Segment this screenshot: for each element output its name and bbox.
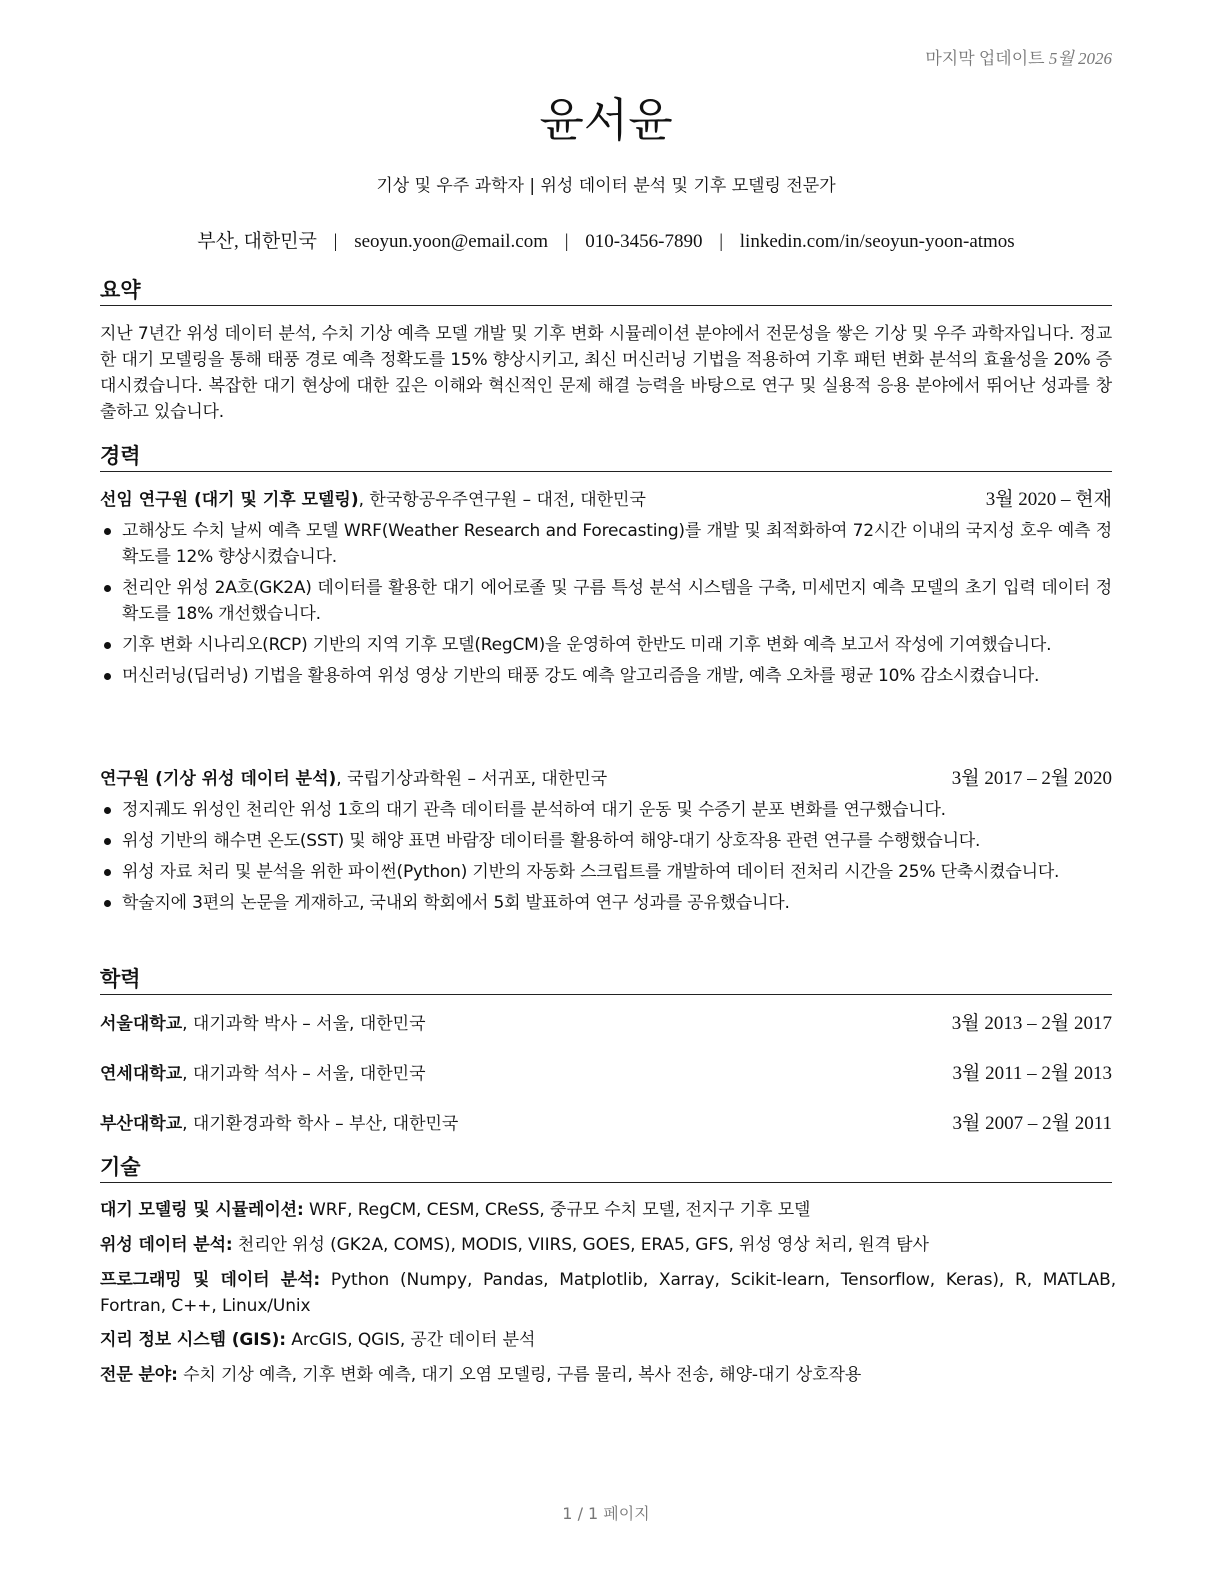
job-bullets (100, 518, 1112, 694)
job-bullets (100, 797, 1112, 921)
contact-separator: | (333, 231, 338, 252)
last-updated-label: 마지막 업데이트 (925, 49, 1045, 68)
summary-text: 지난 7년간 위성 데이터 분석, 수치 기상 예측 모델 개발 및 기후 변화 시뮬레이션 분야에서 전문성을 쌓은 기상 및 우주 과학자입니다. 정교한 대기 모델링을 통해 태풍 경로 예측 정확도를 15% 향상시키고, 최신 머신러닝 기법을 적용하여 기후 패턴 변화 분석의 효율성을 20% 증대시켰습니다. 복잡한 대기 현상에 대한 깊은 이해와 혁신적인 문제 해결 능력을 바탕으로 연구 및 실용적 응용 분야에서 뛰어난 성과를 창출하고 있습니다. (100, 324, 1112, 422)
skill-label: 지리 정보 시스템 (GIS): (100, 1330, 286, 1350)
school-name: 연세대학교 (100, 1064, 183, 1084)
degree-detail: , 대기환경과학 학사 – 부산, 대한민국 (182, 1114, 459, 1134)
skill-value: ArcGIS, QGIS, 공간 데이터 분석 (285, 1330, 536, 1350)
skill-row (100, 1267, 1116, 1319)
job-org: , 국립기상과학원 – 서귀포, 대한민국 (336, 769, 608, 789)
contact-line (100, 226, 1112, 253)
skill-row (100, 1232, 1116, 1258)
section-title-skills: 기술 (100, 1154, 1112, 1183)
tagline: 기상 및 우주 과학자 | 위성 데이터 분석 및 기후 모델링 전문가 (376, 176, 836, 196)
education-item (100, 1061, 1112, 1087)
degree-detail: , 대기과학 박사 – 서울, 대한민국 (182, 1014, 426, 1034)
school-name: 서울대학교 (100, 1014, 183, 1034)
education-item (100, 1111, 1112, 1137)
skill-label: 전문 분야: (100, 1365, 178, 1385)
education-date: 3월 2007 – 2월 2011 (952, 1113, 1112, 1134)
page-number: 1 / 1 페이지 (562, 1504, 650, 1523)
contact-separator: | (564, 231, 569, 252)
education-item (100, 1011, 1112, 1037)
bullet-item: 기후 변화 시나리오(RCP) 기반의 지역 기후 모델(RegCM)을 운영하여 한반도 미래 기후 변화 예측 보고서 작성에 기여했습니다. (100, 632, 1112, 658)
skill-label: 프로그래밍 및 데이터 분석: (100, 1270, 321, 1290)
education-date: 3월 2011 – 2월 2013 (952, 1063, 1112, 1084)
bullet-item: 위성 기반의 해수면 온도(SST) 및 해양 표면 바람장 데이터를 활용하여 해양-대기 상호작용 관련 연구를 수행했습니다. (100, 828, 1112, 854)
section-title-summary: 요약 (100, 277, 1112, 306)
job-header (100, 487, 1112, 513)
job-date: 3월 2020 – 현재 (985, 489, 1112, 510)
bullet-item: 정지궤도 위성인 천리안 위성 1호의 대기 관측 데이터를 분석하여 대기 운동 및 수증기 분포 변화를 연구했습니다. (100, 797, 1112, 823)
resume-page (100, 0, 1116, 1584)
last-updated (925, 44, 1112, 69)
skill-row (100, 1362, 1116, 1388)
skill-value: Python (Numpy, Pandas, Matplotlib, Xarray, Scikit-learn, Tensorflow, Keras), R, MATLAB, Fortran, C++, Linux/Unix (100, 1270, 1116, 1316)
job-date: 3월 2017 – 2월 2020 (951, 768, 1112, 789)
school-name: 부산대학교 (100, 1114, 183, 1134)
skill-value: WRF, RegCM, CESM, CReSS, 중규모 수치 모델, 전지구 기후 모델 (303, 1200, 811, 1220)
section-title-education: 학력 (100, 966, 1112, 995)
education-date: 3월 2013 – 2월 2017 (951, 1013, 1112, 1034)
bullet-item: 천리안 위성 2A호(GK2A) 데이터를 활용한 대기 에어로졸 및 구름 특성 분석 시스템을 구축, 미세먼지 예측 모델의 초기 입력 데이터 정확도를 18% 개선했습니다. (100, 575, 1112, 627)
contact-phone[interactable]: 010-3456-7890 (585, 231, 703, 252)
skill-value: 수치 기상 예측, 기후 변화 예측, 대기 오염 모델링, 구름 물리, 복사 전송, 해양-대기 상호작용 (177, 1365, 862, 1385)
degree-detail: , 대기과학 석사 – 서울, 대한민국 (182, 1064, 426, 1084)
job-role: 선임 연구원 (대기 및 기후 모델링) (100, 490, 359, 510)
bullet-item: 위성 자료 처리 및 분석을 위한 파이썬(Python) 기반의 자동화 스크립트를 개발하여 데이터 전처리 시간을 25% 단축시켰습니다. (100, 859, 1112, 885)
skill-row (100, 1327, 1116, 1353)
contact-separator: | (719, 231, 724, 252)
bullet-item: 고해상도 수치 날씨 예측 모델 WRF(Weather Research and Forecasting)를 개발 및 최적화하여 72시간 이내의 국지성 호우 예측 정확도를 12% 향상시켰습니다. (100, 518, 1112, 570)
bullet-item: 학술지에 3편의 논문을 게재하고, 국내외 학회에서 5회 발표하여 연구 성과를 공유했습니다. (100, 890, 1112, 916)
last-updated-date: 5월 2026 (1048, 49, 1112, 68)
job-org: , 한국항공우주연구원 – 대전, 대한민국 (358, 490, 646, 510)
person-name: 윤서윤 (539, 93, 673, 147)
skill-value: 천리안 위성 (GK2A, COMS), MODIS, VIIRS, GOES, ERA5, GFS, 위성 영상 처리, 원격 탐사 (232, 1235, 929, 1255)
contact-linkedin[interactable]: linkedin.com/in/seoyun-yoon-atmos (739, 231, 1015, 252)
section-title-experience: 경력 (100, 443, 1112, 472)
skill-label: 위성 데이터 분석: (100, 1235, 233, 1255)
job-role: 연구원 (기상 위성 데이터 분석) (100, 769, 337, 789)
contact-location: 부산, 대한민국 (197, 231, 317, 252)
job-header (100, 766, 1112, 792)
contact-email[interactable]: seoyun.yoon@email.com (354, 231, 548, 252)
bullet-item: 머신러닝(딥러닝) 기법을 활용하여 위성 영상 기반의 태풍 강도 예측 알고리즘을 개발, 예측 오차를 평균 10% 감소시켰습니다. (100, 663, 1112, 689)
skill-row (100, 1197, 1116, 1223)
skill-label: 대기 모델링 및 시뮬레이션: (100, 1200, 304, 1220)
